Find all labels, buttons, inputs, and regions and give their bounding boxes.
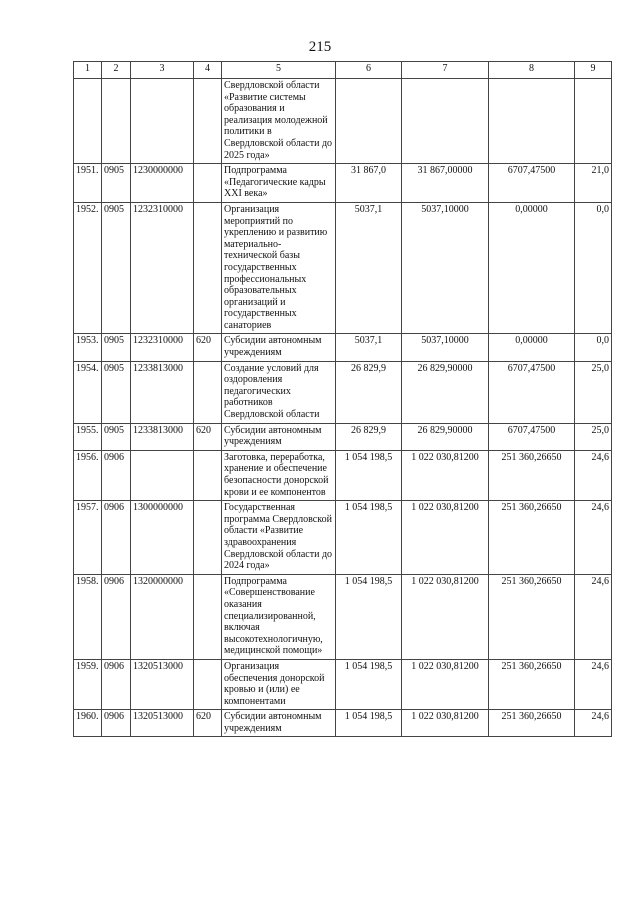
target-article-cell	[131, 79, 194, 164]
column-header: 6	[336, 62, 402, 79]
refined-amount-cell: 1 022 030,81200	[402, 710, 489, 737]
section-code-cell: 0906	[102, 710, 131, 737]
executed-amount-cell: 6707,47500	[489, 164, 575, 203]
item-name-cell: Свердловской области «Развитие системы образования и реализация молодежной политики в Свердловской области до 2025 года»	[222, 79, 336, 164]
approved-amount-cell: 1 054 198,5	[336, 450, 402, 500]
expense-type-cell	[194, 501, 222, 575]
approved-amount-cell: 1 054 198,5	[336, 574, 402, 659]
target-article-cell: 1320513000	[131, 659, 194, 709]
target-article-cell	[131, 450, 194, 500]
approved-amount-cell	[336, 79, 402, 164]
executed-amount-cell: 251 360,26650	[489, 574, 575, 659]
table-row	[74, 450, 612, 500]
approved-amount-cell: 5037,1	[336, 334, 402, 361]
refined-amount-cell: 26 829,90000	[402, 423, 489, 450]
target-article-cell: 1230000000	[131, 164, 194, 203]
refined-amount-cell: 1 022 030,81200	[402, 450, 489, 500]
refined-amount-cell: 26 829,90000	[402, 361, 489, 423]
percent-cell: 24,6	[575, 450, 612, 500]
table-body	[74, 79, 612, 737]
expense-type-cell	[194, 450, 222, 500]
header-row	[74, 62, 612, 79]
column-header: 1	[74, 62, 102, 79]
percent-cell: 24,6	[575, 574, 612, 659]
expense-type-cell: 620	[194, 710, 222, 737]
approved-amount-cell: 1 054 198,5	[336, 710, 402, 737]
approved-amount-cell: 5037,1	[336, 202, 402, 334]
percent-cell: 0,0	[575, 202, 612, 334]
item-name-cell: Государственная программа Свердловской области «Развитие здравоохранения Свердловской области до 2024 года»	[222, 501, 336, 575]
refined-amount-cell: 1 022 030,81200	[402, 501, 489, 575]
table-row	[74, 334, 612, 361]
expense-type-cell	[194, 361, 222, 423]
refined-amount-cell: 1 022 030,81200	[402, 659, 489, 709]
target-article-cell: 1233813000	[131, 361, 194, 423]
column-header: 3	[131, 62, 194, 79]
row-number-cell	[74, 79, 102, 164]
row-number-cell: 1957.	[74, 501, 102, 575]
expense-type-cell	[194, 164, 222, 203]
executed-amount-cell	[489, 79, 575, 164]
approved-amount-cell: 26 829,9	[336, 361, 402, 423]
column-header: 5	[222, 62, 336, 79]
table-row	[74, 574, 612, 659]
executed-amount-cell: 6707,47500	[489, 423, 575, 450]
expense-type-cell: 620	[194, 334, 222, 361]
page-number: 215	[308, 39, 332, 55]
budget-table	[73, 61, 612, 737]
approved-amount-cell: 26 829,9	[336, 423, 402, 450]
target-article-cell: 1320513000	[131, 710, 194, 737]
item-name-cell: Субсидии автономным учреждениям	[222, 423, 336, 450]
section-code-cell: 0905	[102, 334, 131, 361]
percent-cell: 24,6	[575, 659, 612, 709]
item-name-cell: Подпрограмма «Педагогические кадры XXI века»	[222, 164, 336, 203]
column-header: 7	[402, 62, 489, 79]
target-article-cell: 1320000000	[131, 574, 194, 659]
section-code-cell: 0905	[102, 164, 131, 203]
column-header: 9	[575, 62, 612, 79]
row-number-cell: 1958.	[74, 574, 102, 659]
target-article-cell: 1300000000	[131, 501, 194, 575]
row-number-cell: 1953.	[74, 334, 102, 361]
executed-amount-cell: 251 360,26650	[489, 710, 575, 737]
section-code-cell: 0905	[102, 202, 131, 334]
section-code-cell: 0905	[102, 361, 131, 423]
expense-type-cell: 620	[194, 423, 222, 450]
approved-amount-cell: 31 867,0	[336, 164, 402, 203]
item-name-cell: Подпрограмма «Совершенствование оказания специализированной, включая высокотехнологичную, медицинской помощи»	[222, 574, 336, 659]
percent-cell: 24,6	[575, 710, 612, 737]
item-name-cell: Организация обеспечения донорской кровью и (или) ее компонентами	[222, 659, 336, 709]
target-article-cell: 1232310000	[131, 334, 194, 361]
percent-cell: 0,0	[575, 334, 612, 361]
expense-type-cell	[194, 659, 222, 709]
section-code-cell: 0906	[102, 450, 131, 500]
expense-type-cell	[194, 79, 222, 164]
item-name-cell: Субсидии автономным учреждениям	[222, 334, 336, 361]
row-number-cell: 1960.	[74, 710, 102, 737]
expense-type-cell	[194, 574, 222, 659]
table-row	[74, 164, 612, 203]
table-row	[74, 710, 612, 737]
executed-amount-cell: 251 360,26650	[489, 450, 575, 500]
column-header: 2	[102, 62, 131, 79]
refined-amount-cell: 5037,10000	[402, 334, 489, 361]
percent-cell: 25,0	[575, 361, 612, 423]
section-code-cell: 0905	[102, 423, 131, 450]
table-row	[74, 79, 612, 164]
item-name-cell: Создание условий для оздоровления педагогических работников Свердловской области	[222, 361, 336, 423]
target-article-cell: 1233813000	[131, 423, 194, 450]
executed-amount-cell: 6707,47500	[489, 361, 575, 423]
table-row	[74, 361, 612, 423]
row-number-cell: 1954.	[74, 361, 102, 423]
refined-amount-cell	[402, 79, 489, 164]
item-name-cell: Субсидии автономным учреждениям	[222, 710, 336, 737]
row-number-cell: 1959.	[74, 659, 102, 709]
row-number-cell: 1952.	[74, 202, 102, 334]
percent-cell: 24,6	[575, 501, 612, 575]
executed-amount-cell: 251 360,26650	[489, 659, 575, 709]
expense-type-cell	[194, 202, 222, 334]
table-row	[74, 423, 612, 450]
section-code-cell: 0906	[102, 574, 131, 659]
section-code-cell: 0906	[102, 501, 131, 575]
executed-amount-cell: 0,00000	[489, 334, 575, 361]
column-header: 8	[489, 62, 575, 79]
refined-amount-cell: 31 867,00000	[402, 164, 489, 203]
percent-cell: 25,0	[575, 423, 612, 450]
executed-amount-cell: 0,00000	[489, 202, 575, 334]
row-number-cell: 1955.	[74, 423, 102, 450]
item-name-cell: Заготовка, переработка, хранение и обеспечение безопасности донорской крови и ее компонентов	[222, 450, 336, 500]
refined-amount-cell: 1 022 030,81200	[402, 574, 489, 659]
executed-amount-cell: 251 360,26650	[489, 501, 575, 575]
item-name-cell: Организация мероприятий по укреплению и развитию материально-технической базы государственных профессиональных образовательных организаций и государственных санаториев	[222, 202, 336, 334]
table-row	[74, 501, 612, 575]
table-row	[74, 659, 612, 709]
section-code-cell	[102, 79, 131, 164]
table-row	[74, 202, 612, 334]
row-number-cell: 1951.	[74, 164, 102, 203]
approved-amount-cell: 1 054 198,5	[336, 659, 402, 709]
target-article-cell: 1232310000	[131, 202, 194, 334]
section-code-cell: 0906	[102, 659, 131, 709]
refined-amount-cell: 5037,10000	[402, 202, 489, 334]
percent-cell	[575, 79, 612, 164]
percent-cell: 21,0	[575, 164, 612, 203]
row-number-cell: 1956.	[74, 450, 102, 500]
approved-amount-cell: 1 054 198,5	[336, 501, 402, 575]
column-header: 4	[194, 62, 222, 79]
